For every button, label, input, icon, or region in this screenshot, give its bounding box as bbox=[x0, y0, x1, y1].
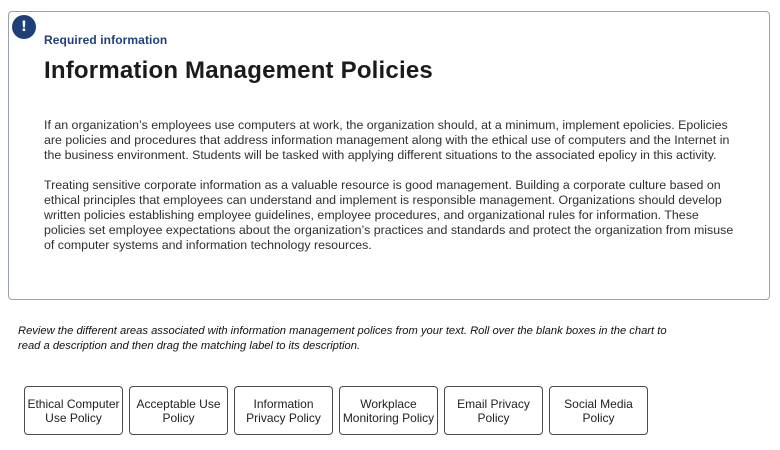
draggable-label-bank bbox=[24, 386, 648, 435]
label-acceptable-use-policy[interactable]: Acceptable Use Policy bbox=[129, 386, 228, 435]
label-email-privacy-policy[interactable]: Email Privacy Policy bbox=[444, 386, 543, 435]
intro-paragraph-1: If an organization’s employees use computers at work, the organization should, at a minimum, implement epolicies. Epolicies are policies and procedures that address information management along with the ethical use of computers and the Internet in the business environment. Students will be tasked with applying different situations to the associated epolicy in this activity. bbox=[44, 118, 730, 162]
label-information-privacy-policy[interactable]: Information Privacy Policy bbox=[234, 386, 333, 435]
required-information-label: Required information bbox=[44, 33, 168, 47]
page-title: Information Management Policies bbox=[44, 57, 433, 84]
exclamation-icon: ! bbox=[12, 15, 36, 39]
label-workplace-monitoring-policy[interactable]: Workplace Monitoring Policy bbox=[339, 386, 438, 435]
label-social-media-policy[interactable]: Social Media Policy bbox=[549, 386, 648, 435]
activity-instructions: Review the different areas associated with information management polices from your text. Roll over the blank boxes in the chart to read a description and then drag the matching label to its description. bbox=[18, 325, 667, 352]
intro-paragraph-2: Treating sensitive corporate information as a valuable resource is good management. Building a corporate culture based on ethical principles that employees can understand and implement is responsible management. Organizations should develop written policies establishing employee guidelines, employee procedures, and organizational rules for information. These policies set employee expectations about the organization’s practices and standards and protect the organization from misuse of computer systems and information technology resources. bbox=[44, 178, 734, 252]
label-ethical-computer-use-policy[interactable]: Ethical Computer Use Policy bbox=[24, 386, 123, 435]
required-information-card bbox=[8, 11, 770, 300]
